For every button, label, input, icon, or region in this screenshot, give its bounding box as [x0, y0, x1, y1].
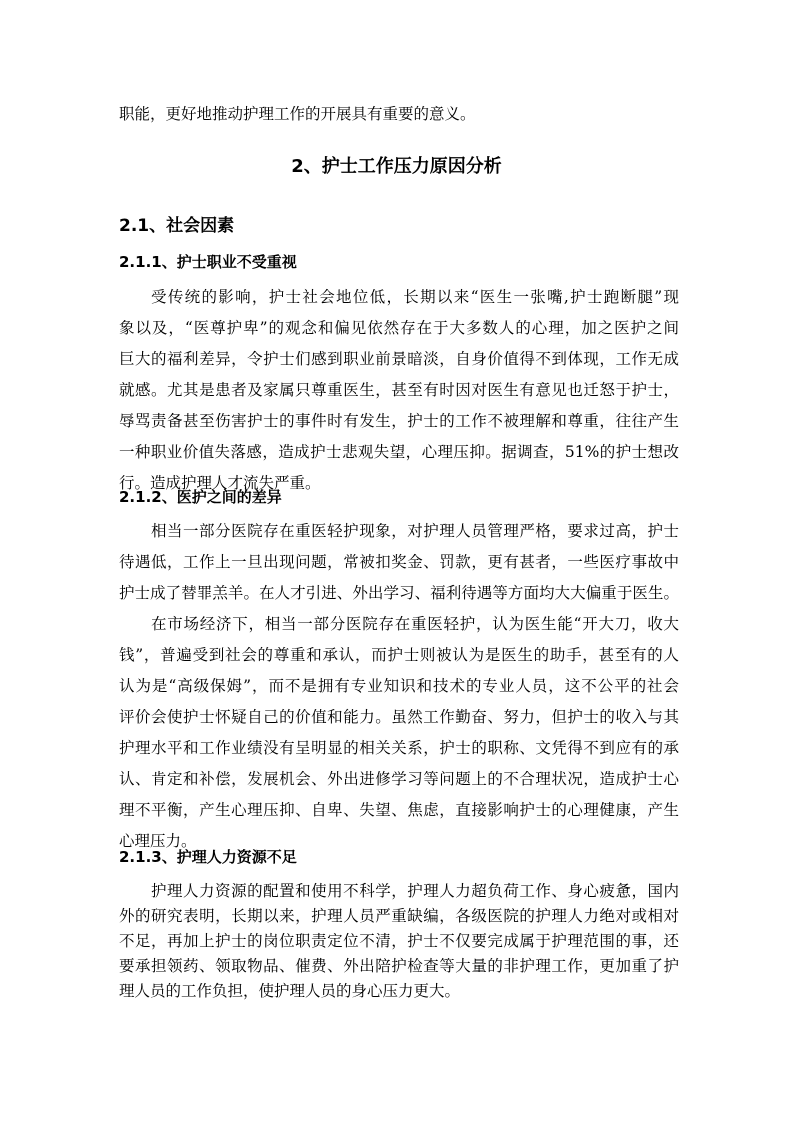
subsection-title: 2.1、社会因素 [119, 216, 235, 236]
paragraph-line: 认、肯定和补偿，发展机会、外出进修学习等问题上的不合理状况，造成护士心 [119, 770, 679, 788]
paragraph-line: 心理压力。 [119, 832, 197, 850]
paragraph-line: 巨大的福利差异，令护士们感到职业前景暗淡，自身价值得不到体现，工作无成 [119, 350, 679, 368]
paragraph-line: 钱”，普遍受到社会的尊重和承认，而护士则被认为是医生的助手，甚至有的人 [119, 646, 679, 664]
paragraph-line: 护理人力资源的配置和使用不科学，护理人力超负荷工作、身心疲惫，国内 [151, 882, 679, 900]
heading-2-1-3: 2.1.3、护理人力资源不足 [119, 848, 297, 866]
paragraph-line: 护士成了替罪羔羊。在人才引进、外出学习、福利待遇等方面均大大偏重于医生。 [119, 584, 679, 602]
section-title: 2、护士工作压力原因分析 [291, 156, 502, 177]
paragraph-line: 外的研究表明，长期以来，护理人员严重缺编，各级医院的护理人力绝对或相对 [119, 907, 679, 925]
paragraph-line: 理不平衡，产生心理压抑、自卑、失望、焦虑，直接影响护士的心理健康，产生 [119, 801, 679, 819]
paragraph-line: 待遇低，工作上一旦出现问题，常被扣奖金、罚款，更有甚者，一些医疗事故中 [119, 553, 679, 571]
paragraph-line: 就感。尤其是患者及家属只尊重医生，甚至有时因对医生有意见也迁怒于护士， [119, 381, 679, 399]
paragraph-line: 辱骂责备甚至伤害护士的事件时有发生，护士的工作不被理解和尊重，往往产生 [119, 412, 679, 430]
paragraph-line: 护理水平和工作业绩没有呈明显的相关关系，护士的职称、文凭得不到应有的承 [119, 739, 679, 757]
paragraph-line: 不足，再加上护士的岗位职责定位不清，护士不仅要完成属于护理范围的事，还 [119, 932, 679, 950]
paragraph-line: 要承担领药、领取物品、催费、外出陪护检查等大量的非护理工作，更加重了护 [119, 957, 679, 975]
heading-2-1-2: 2.1.2、医护之间的差异 [119, 488, 282, 506]
paragraph-line: 相当一部分医院存在重医轻护现象，对护理人员管理严格，要求过高，护士 [151, 522, 679, 540]
paragraph-line: 受传统的影响，护士社会地位低，长期以来“医生一张嘴,护士跑断腿”现 [151, 288, 679, 306]
paragraph-line: 行。造成护理人才流失严重。 [119, 474, 321, 492]
paragraph-line: 理人员的工作负担，使护理人员的身心压力更大。 [119, 982, 461, 1000]
paragraph-line: 象以及，“医尊护卑”的观念和偏见依然存在于大多数人的心理，加之医护之间 [119, 319, 679, 337]
paragraph-line: 在市场经济下，相当一部分医院存在重医轻护，认为医生能“开大刀，收大 [151, 615, 679, 633]
paragraph-line: 一种职业价值失落感，造成护士悲观失望，心理压抑。据调查，51%的护士想改 [119, 443, 679, 461]
heading-2-1-1: 2.1.1、护士职业不受重视 [119, 253, 297, 271]
paragraph-line: 认为是“高级保姆”，而不是拥有专业知识和技术的专业人员，这不公平的社会 [119, 677, 679, 695]
paragraph-line: 评价会使护士怀疑自己的价值和能力。虽然工作勤奋、努力，但护士的收入与其 [119, 708, 679, 726]
intro-tail-line: 职能，更好地推动护理工作的开展具有重要的意义。 [119, 105, 476, 123]
